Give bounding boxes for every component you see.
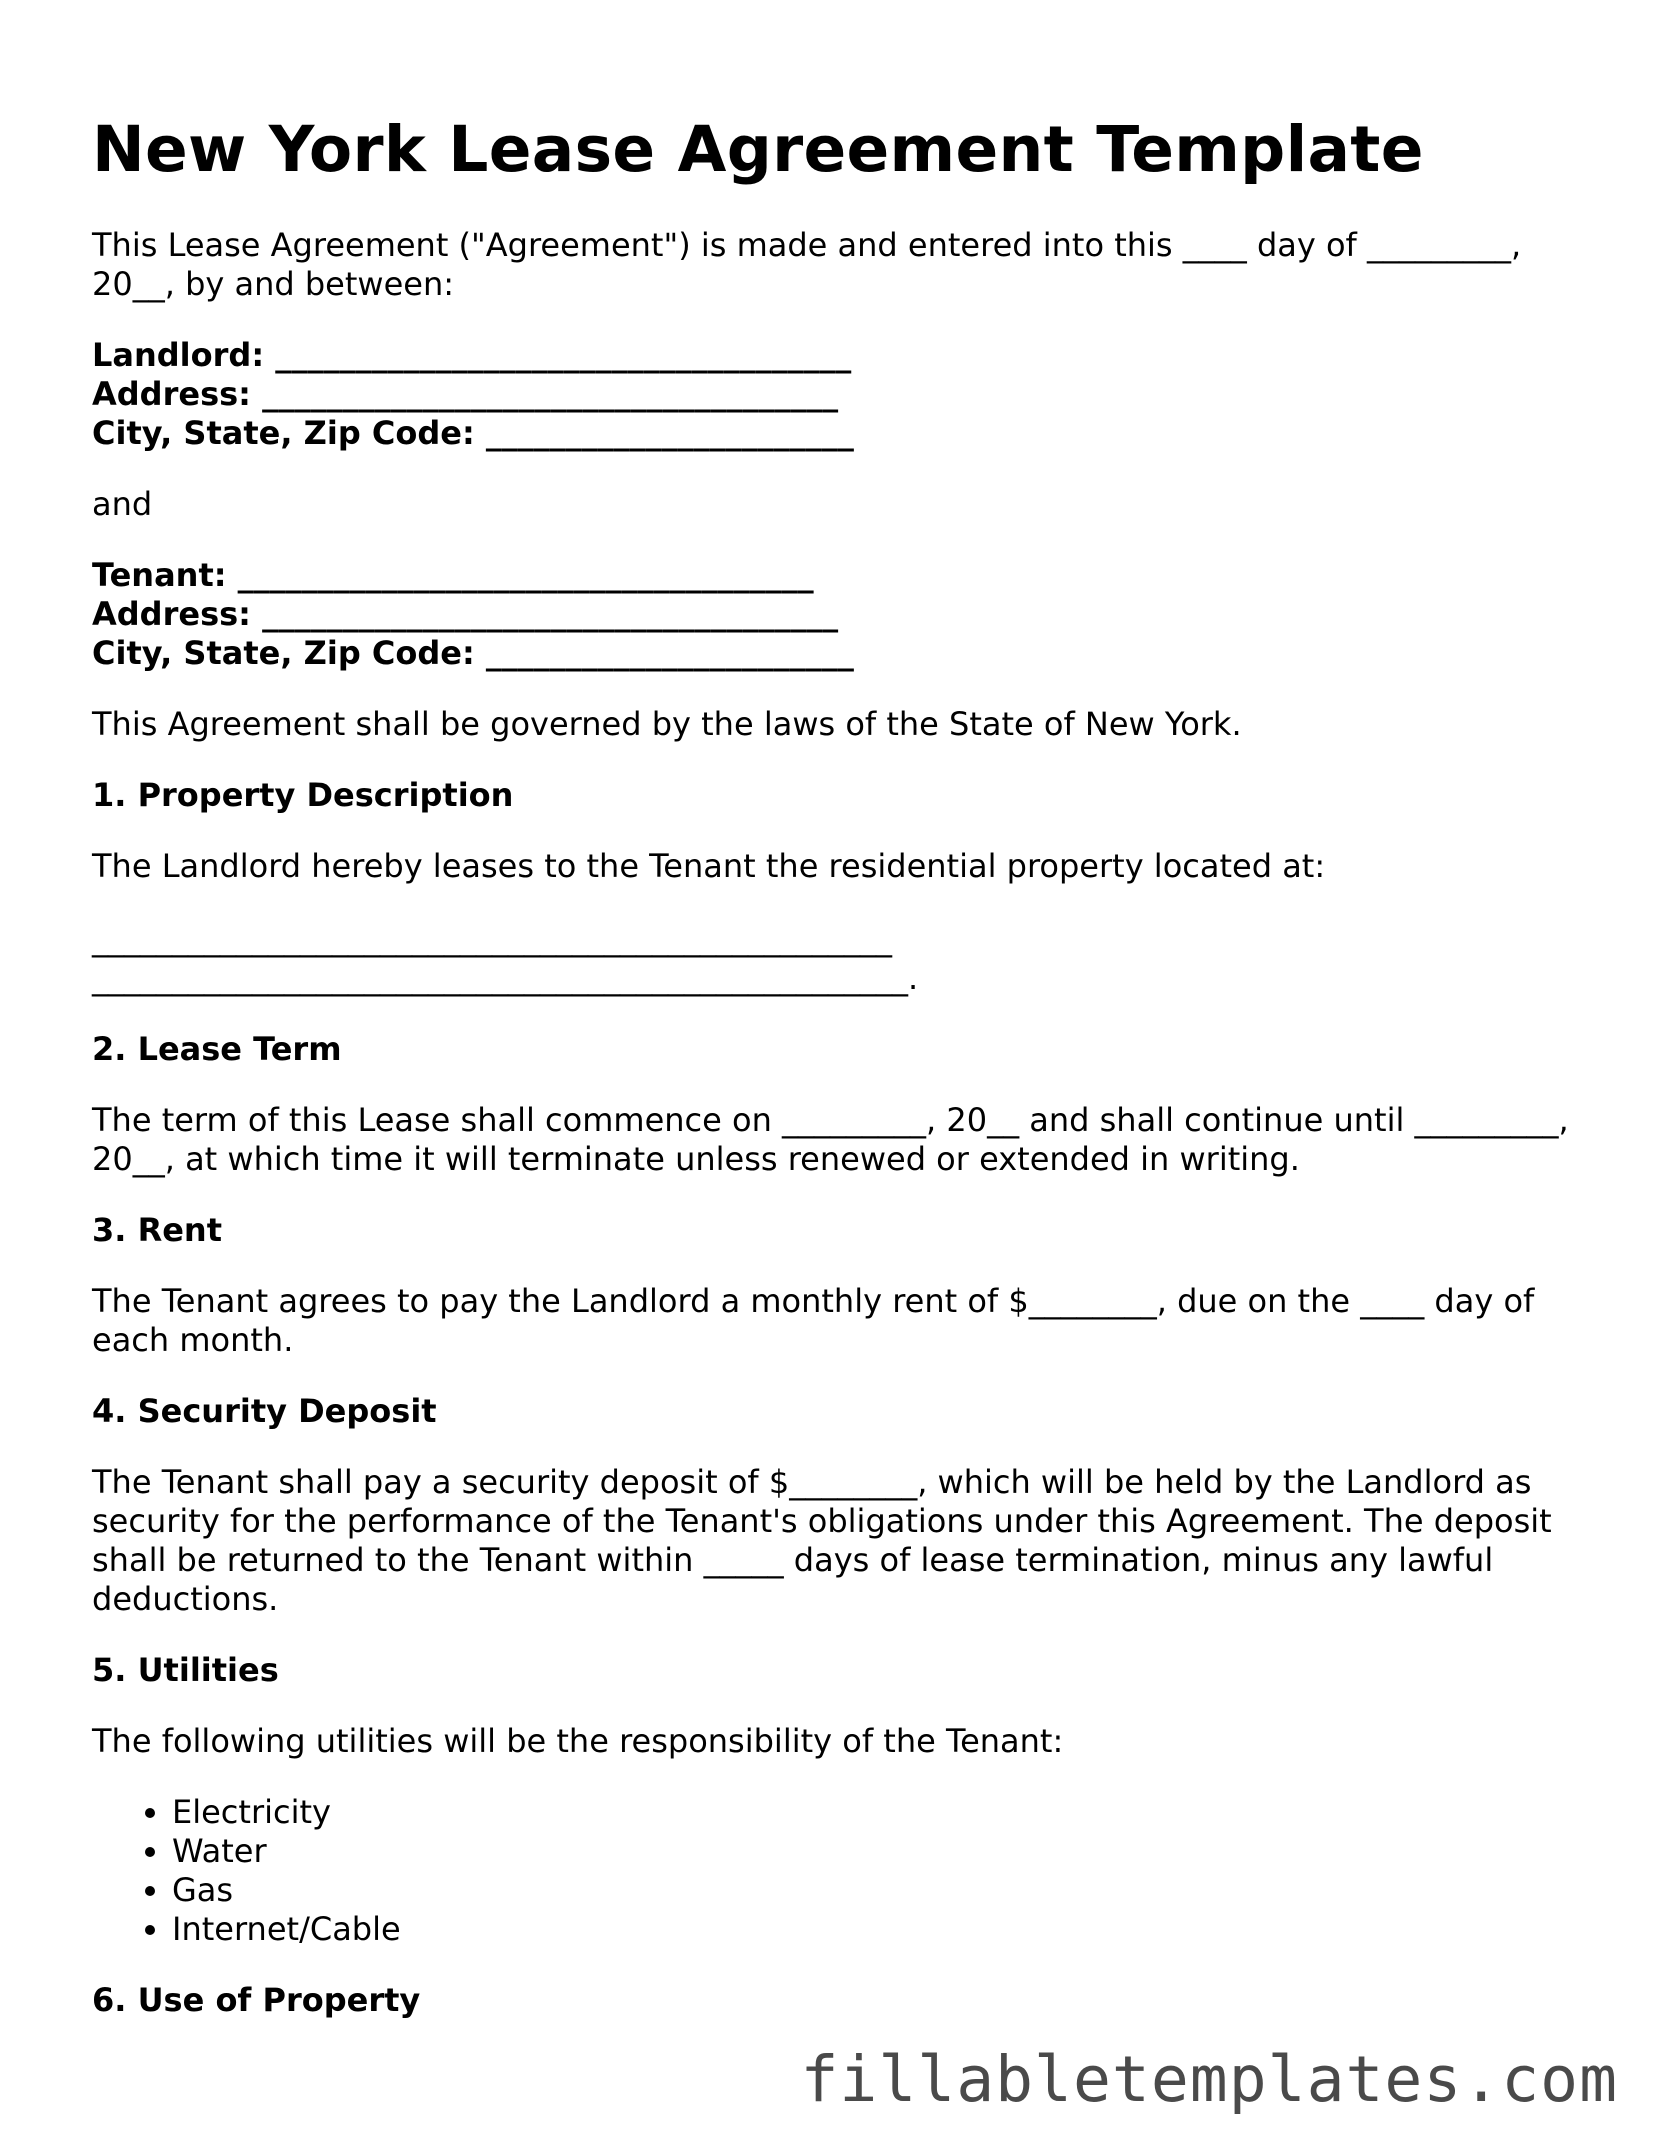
- section-heading-use-of-property: 6. Use of Property: [92, 1981, 421, 2019]
- and-text: and: [92, 485, 153, 523]
- rent-paragraph: The Tenant agrees to pay the Landlord a monthly rent of $________, due on the ____ day of each month.: [92, 1282, 1535, 1359]
- tenant-name-row: [92, 556, 1592, 595]
- tenant-city-label: City, State, Zip Code:: [92, 634, 475, 672]
- governing-law-paragraph: This Agreement shall be governed by the laws of the State of New York.: [92, 705, 1242, 743]
- landlord-city-row: [92, 414, 1592, 453]
- property-address-line-2[interactable]: ___________________________________________________.: [92, 959, 919, 997]
- document-title: New York Lease Agreement Template: [92, 113, 1424, 186]
- section-heading-rent: 3. Rent: [92, 1211, 222, 1249]
- section-heading-security-deposit: 4. Security Deposit: [92, 1392, 437, 1430]
- watermark: fillabletemplates.com: [800, 2043, 1618, 2116]
- tenant-city-blank[interactable]: _______________________: [485, 634, 854, 672]
- tenant-address-blank[interactable]: ____________________________________: [262, 595, 839, 633]
- section-heading-property: 1. Property Description: [92, 776, 514, 814]
- landlord-address-blank[interactable]: ____________________________________: [262, 375, 839, 413]
- landlord-city-label: City, State, Zip Code:: [92, 414, 475, 452]
- landlord-name-row: [92, 336, 1592, 375]
- landlord-block: [92, 336, 1592, 453]
- landlord-address-row: [92, 375, 1592, 414]
- property-address-lines: [92, 920, 1592, 998]
- section-heading-lease-term: 2. Lease Term: [92, 1030, 342, 1068]
- section-heading-utilities: 5. Utilities: [92, 1651, 279, 1689]
- utilities-list: [92, 1793, 1592, 1949]
- tenant-city-row: [92, 634, 1592, 673]
- tenant-address-row: [92, 595, 1592, 634]
- landlord-address-label: Address:: [92, 375, 251, 413]
- list-item: • Gas: [172, 1871, 1592, 1910]
- tenant-block: [92, 556, 1592, 673]
- property-paragraph: The Landlord hereby leases to the Tenant the residential property located at:: [92, 847, 1326, 885]
- security-deposit-paragraph: The Tenant shall pay a security deposit of $________, which will be held by the Landlord as security for the performance of the Tenant's obligations under this Agreement. The deposit shall be returned to the Tenant within _____ days of lease termination, minus any lawful deductions.: [92, 1463, 1552, 1618]
- lease-term-paragraph: The term of this Lease shall commence on _________, 20__ and shall continue until _________, 20__, at which time it will terminate unless renewed or extended in writing.: [92, 1101, 1569, 1178]
- tenant-name-label: Tenant:: [92, 556, 227, 594]
- list-item: • Internet/Cable: [172, 1910, 1592, 1949]
- document-page: [92, 112, 1592, 2052]
- utilities-paragraph: The following utilities will be the responsibility of the Tenant:: [92, 1722, 1064, 1760]
- landlord-city-blank[interactable]: _______________________: [485, 414, 854, 452]
- intro-paragraph: This Lease Agreement ("Agreement") is made and entered into this ____ day of _________, 20__, by and between:: [92, 226, 1522, 303]
- tenant-address-label: Address:: [92, 595, 251, 633]
- list-item: • Water: [172, 1832, 1592, 1871]
- tenant-name-blank[interactable]: ____________________________________: [237, 556, 814, 594]
- landlord-name-label: Landlord:: [92, 336, 265, 374]
- landlord-name-blank[interactable]: ____________________________________: [275, 336, 852, 374]
- property-address-line-1[interactable]: __________________________________________________: [92, 920, 892, 958]
- list-item: • Electricity: [172, 1793, 1592, 1832]
